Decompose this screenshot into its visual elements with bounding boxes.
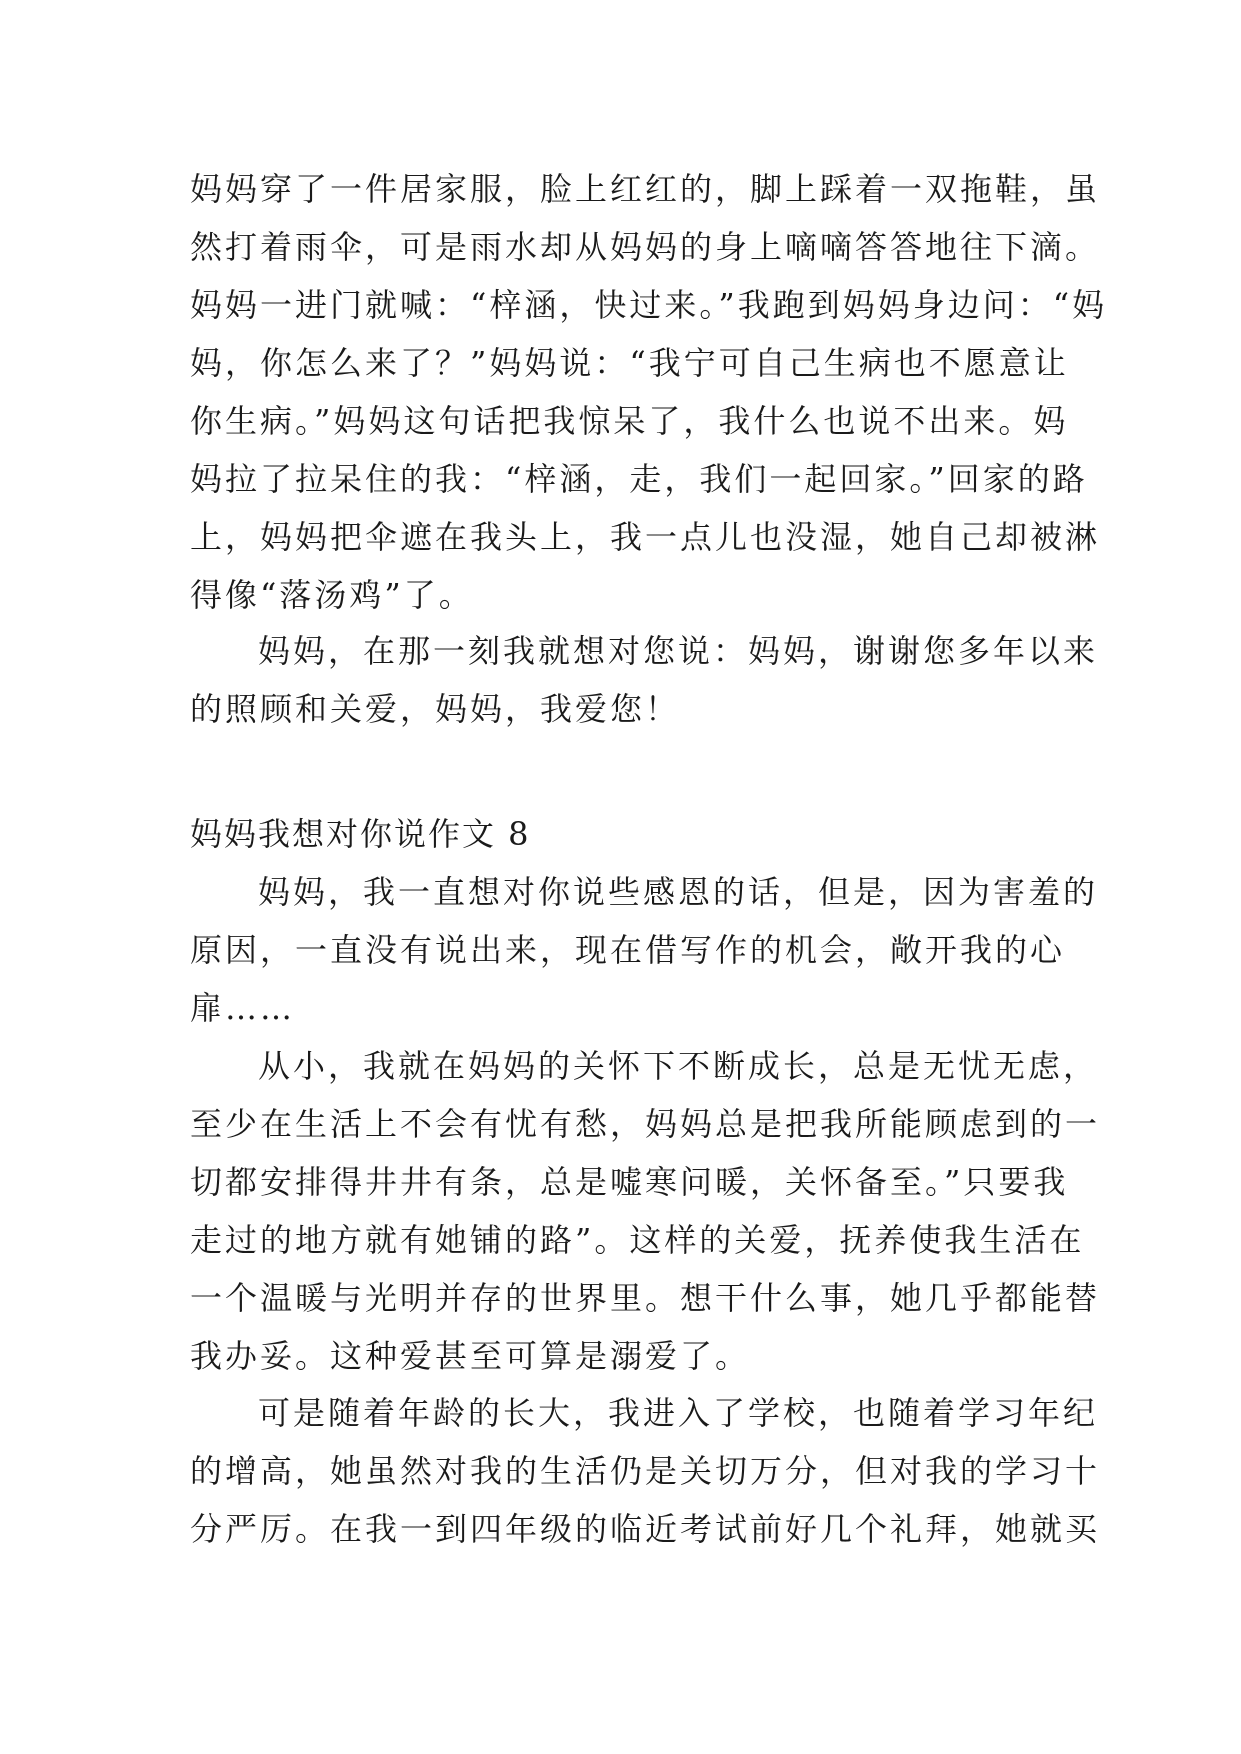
- paragraph-intro: [190, 863, 1099, 1037]
- paragraph-childhood: [190, 1037, 1101, 1385]
- paragraph-line: 你生病。”妈妈这句话把我惊呆了，我什么也说不出来。妈: [190, 402, 1069, 440]
- paragraph-school: [190, 1384, 1101, 1558]
- paragraph-line: 从小，我就在妈妈的关怀下不断成长，总是无忧无虑，: [258, 1047, 1099, 1085]
- paragraph-line: 妈妈穿了一件居家服，脸上红红的，脚上踩着一双拖鞋，虽: [190, 170, 1101, 208]
- paragraph-line: 走过的地方就有她铺的路”。这样的关爱，抚养使我生活在: [190, 1221, 1085, 1259]
- paragraph-line: 原因，一直没有说出来，现在借写作的机会，敞开我的心: [190, 931, 1066, 969]
- paragraph-line: 妈，你怎么来了？”妈妈说：“我宁可自己生病也不愿意让: [190, 344, 1069, 382]
- paragraph-line: 可是随着年龄的长大，我进入了学校，也随着学习年纪: [258, 1394, 1099, 1432]
- paragraph-line: 的增高，她虽然对我的生活仍是关切万分，但对我的学习十: [190, 1452, 1101, 1490]
- paragraph-line: 妈妈一进门就喊：“梓涵，快过来。”我跑到妈妈身边问：“妈: [190, 286, 1108, 324]
- paragraph-line: 至少在生活上不会有忧有愁，妈妈总是把我所能顾虑到的一: [190, 1105, 1101, 1143]
- paragraph-line: 妈妈，我一直想对你说些感恩的话，但是，因为害羞的: [258, 873, 1099, 911]
- paragraph-continuation: [190, 160, 1108, 624]
- paragraph-line: 妈妈，在那一刻我就想对您说：妈妈，谢谢您多年以来: [258, 632, 1099, 670]
- paragraph-line: 扉……: [190, 989, 296, 1027]
- paragraph-line: 上，妈妈把伞遮在我头上，我一点儿也没湿，她自己却被淋: [190, 518, 1101, 556]
- paragraph-line: 得像“落汤鸡”了。: [190, 576, 474, 614]
- paragraph-closing: [190, 622, 1099, 738]
- paragraph-line: 分严厉。在我一到四年级的临近考试前好几个礼拜，她就买: [190, 1510, 1101, 1548]
- paragraph-line: 妈拉了拉呆住的我：“梓涵，走，我们一起回家。”回家的路: [190, 460, 1088, 498]
- paragraph-line: 然打着雨伞，可是雨水却从妈妈的身上嘀嘀答答地往下滴。: [190, 228, 1101, 266]
- paragraph-line: 切都安排得井井有条，总是嘘寒问暖，关怀备至。”只要我: [190, 1163, 1069, 1201]
- paragraph-line: 一个温暖与光明并存的世界里。想干什么事，她几乎都能替: [190, 1279, 1101, 1317]
- paragraph-line: 我办妥。这种爱甚至可算是溺爱了。: [190, 1337, 751, 1375]
- section-title: 妈妈我想对你说作文 8: [190, 815, 531, 853]
- paragraph-line: 的照顾和关爱，妈妈，我爱您！: [190, 690, 681, 728]
